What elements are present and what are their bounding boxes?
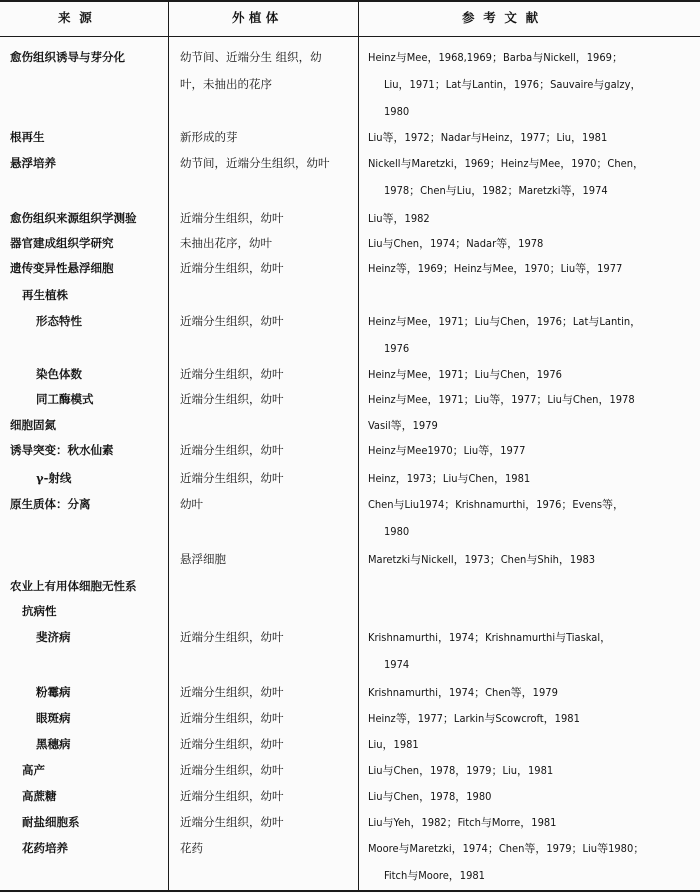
explant-cell — [180, 705, 360, 732]
header-explant: 外 植 体 — [232, 10, 279, 25]
explant-cell-line: 近端分生组织，幼叶 — [180, 763, 284, 777]
source-cell: γ-射线 — [36, 471, 72, 485]
explant-cell — [180, 835, 360, 862]
source-cell: 悬浮培养 — [10, 156, 56, 170]
source-cell: 染色体数 — [36, 367, 82, 381]
source-cell: 根再生 — [10, 130, 45, 144]
references-cell-line: Nickell与Maretzki，1969；Heinz与Mee，1970；Chen， — [368, 157, 644, 170]
references-cell-line: Liu，1971；Lat与Lantin，1976；Sauvaire与galzy， — [384, 78, 642, 91]
source-cell: 诱导突变：秋水仙素 — [10, 443, 114, 457]
explant-cell — [180, 491, 360, 518]
explant-cell-line: 花药 — [180, 841, 203, 855]
references-cell — [368, 412, 696, 439]
references-cell-line: Liu与Yeh，1982；Fitch与Morre，1981 — [368, 816, 557, 829]
header-references: 参 考 文 献 — [462, 10, 539, 25]
explant-cell-line: 近端分生组织，幼叶 — [180, 314, 284, 328]
explant-cell-line: 未抽出花序，幼叶 — [180, 236, 272, 250]
explant-cell — [180, 624, 360, 651]
references-cell — [368, 124, 696, 151]
references-cell-line: Liu与Chen，1978，1980 — [368, 790, 492, 803]
explant-cell-line: 近端分生组织，幼叶 — [180, 261, 284, 275]
explant-cell-line: 近端分生组织，幼叶 — [180, 711, 284, 725]
source-cell: 粉霉病 — [36, 685, 71, 699]
explant-cell-line: 幼节间、近端分生 组织，幼 — [180, 50, 322, 64]
references-cell — [368, 624, 696, 678]
explant-cell — [180, 783, 360, 810]
references-cell — [368, 437, 696, 464]
explant-cell — [180, 361, 360, 388]
source-cell: 高产 — [22, 763, 45, 777]
references-cell — [368, 491, 696, 545]
references-cell — [368, 205, 696, 232]
references-cell — [368, 255, 696, 282]
explant-cell — [180, 124, 360, 151]
explant-cell — [180, 437, 360, 464]
explant-cell-line: 近端分生组织，幼叶 — [180, 630, 284, 644]
references-cell — [368, 308, 696, 362]
explant-cell-line: 幼叶 — [180, 497, 203, 511]
header-source: 来 源 — [58, 10, 92, 25]
explant-cell-line: 幼节间，近端分生组织，幼叶 — [180, 156, 330, 170]
explant-cell-line: 近端分生组织，幼叶 — [180, 392, 284, 406]
explant-cell — [180, 386, 360, 413]
references-cell-line: Heinz与Mee，1968,1969；Barba与Nickell，1969； — [368, 51, 623, 64]
references-cell — [368, 783, 696, 810]
references-cell-line: Heinz与Mee1970；Liu等，1977 — [368, 444, 526, 457]
references-cell-line: Vasil等，1979 — [368, 419, 438, 432]
references-cell-line: Krishnamurthi，1974；Krishnamurthi与Tiaskal， — [368, 631, 612, 644]
references-cell-line: Krishnamurthi，1974；Chen等，1979 — [368, 686, 558, 699]
references-cell — [368, 679, 696, 706]
table-top-rule — [0, 0, 700, 2]
references-cell-line: Fitch与Moore，1981 — [384, 869, 485, 882]
source-cell: 眼斑病 — [36, 711, 71, 725]
header-bottom-rule — [0, 36, 700, 37]
explant-cell-line: 近端分生组织，幼叶 — [180, 815, 284, 829]
references-cell — [368, 44, 696, 125]
references-cell — [368, 150, 696, 204]
explant-cell-line: 叶，未抽出的花序 — [180, 77, 272, 91]
references-cell-line: Heinz与Mee，1971；Liu与Chen，1976；Lat与Lantin， — [368, 315, 642, 328]
source-cell: 形态特性 — [36, 314, 82, 328]
references-cell — [368, 546, 696, 573]
source-cell: 细胞固氮 — [10, 418, 56, 432]
references-cell-line: Chen与Liu1974；Krishnamurthi，1976；Evens等， — [368, 498, 625, 511]
explant-cell — [180, 205, 360, 232]
references-cell-line: 1980 — [384, 525, 410, 538]
source-cell: 耐盐细胞系 — [22, 815, 80, 829]
source-cell: 黑穗病 — [36, 737, 71, 751]
references-cell — [368, 361, 696, 388]
explant-cell — [180, 44, 360, 98]
source-cell: 同工酶模式 — [36, 392, 94, 406]
references-cell-line: Heinz，1973；Liu与Chen，1981 — [368, 472, 531, 485]
source-cell: 再生植株 — [22, 288, 68, 302]
explant-cell — [180, 150, 360, 177]
explant-cell-line: 近端分生组织，幼叶 — [180, 367, 284, 381]
source-cell: 遗传变异性悬浮细胞 — [10, 261, 114, 275]
references-cell-line: 1980 — [384, 105, 410, 118]
explant-cell — [180, 679, 360, 706]
references-cell — [368, 731, 696, 758]
references-cell-line: Liu等，1982 — [368, 212, 430, 225]
references-cell-line: Liu等，1972；Nadar与Heinz，1977；Liu，1981 — [368, 131, 608, 144]
explant-cell — [180, 308, 360, 335]
source-cell: 抗病性 — [22, 604, 57, 618]
explant-cell-line: 新形成的芽 — [180, 130, 238, 144]
references-cell-line: 1976 — [384, 342, 410, 355]
references-cell-line: Liu，1981 — [368, 738, 419, 751]
explant-cell — [180, 731, 360, 758]
explant-cell-line: 近端分生组织，幼叶 — [180, 685, 284, 699]
references-cell-line: Liu与Chen，1974；Nadar等，1978 — [368, 237, 544, 250]
explant-cell — [180, 465, 360, 492]
references-cell-line: Maretzki与Nickell，1973；Chen与Shih，1983 — [368, 553, 596, 566]
references-cell — [368, 465, 696, 492]
explant-cell — [180, 255, 360, 282]
source-cell: 斐济病 — [36, 630, 71, 644]
explant-cell-line: 近端分生组织，幼叶 — [180, 737, 284, 751]
explant-cell-line: 近端分生组织，幼叶 — [180, 471, 284, 485]
references-cell — [368, 705, 696, 732]
explant-cell-line: 近端分生组织，幼叶 — [180, 443, 284, 457]
source-cell: 愈伤组织诱导与芽分化 — [10, 50, 125, 64]
source-cell: 高蔗糖 — [22, 789, 57, 803]
explant-cell — [180, 230, 360, 257]
source-cell: 原生质体：分离 — [10, 497, 91, 511]
explant-cell — [180, 809, 360, 836]
explant-cell-line: 悬浮细胞 — [180, 552, 226, 566]
table-bottom-rule — [0, 890, 700, 892]
source-cell: 器官建成组织学研究 — [10, 236, 114, 250]
references-cell-line: Heinz等，1969；Heinz与Mee，1970；Liu等，1977 — [368, 262, 623, 275]
explant-cell — [180, 546, 360, 573]
references-cell-line: 1974 — [384, 658, 410, 671]
source-cell: 农业上有用体细胞无性系 — [10, 579, 137, 593]
references-cell-line: Heinz与Mee，1971；Liu等，1977；Liu与Chen，1978 — [368, 393, 635, 406]
references-cell-line: Moore与Maretzki，1974；Chen等，1979；Liu等1980； — [368, 842, 645, 855]
references-cell — [368, 386, 696, 413]
references-cell-line: Liu与Chen，1978，1979；Liu，1981 — [368, 764, 554, 777]
references-cell — [368, 757, 696, 784]
references-cell-line: Heinz与Mee，1971；Liu与Chen，1976 — [368, 368, 562, 381]
source-cell: 花药培养 — [22, 841, 68, 855]
references-cell — [368, 230, 696, 257]
explant-cell-line: 近端分生组织，幼叶 — [180, 211, 284, 225]
references-cell-line: Heinz等，1977；Larkin与Scowcroft，1981 — [368, 712, 580, 725]
references-cell — [368, 835, 696, 889]
references-cell-line: 1978；Chen与Liu，1982；Maretzki等，1974 — [384, 184, 608, 197]
explant-cell-line: 近端分生组织，幼叶 — [180, 789, 284, 803]
source-cell: 愈伤组织来源组织学测验 — [10, 211, 137, 225]
references-cell — [368, 809, 696, 836]
explant-cell — [180, 757, 360, 784]
